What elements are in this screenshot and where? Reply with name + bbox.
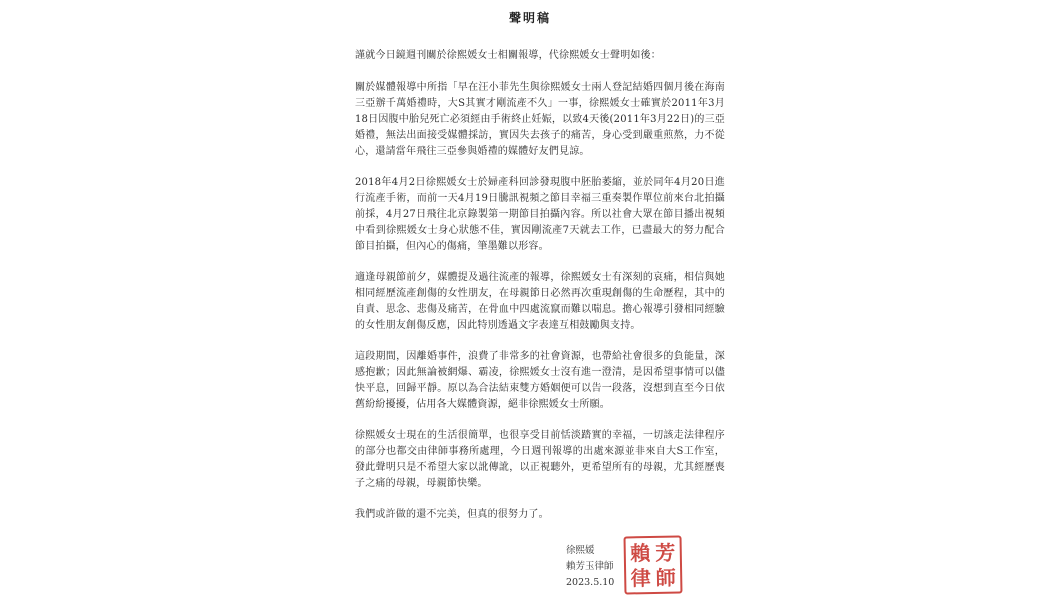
paragraph-divorce: 這段期間，因離婚事件，浪費了非常多的社會資源，也帶給社會很多的負能量，深感抱歉；因此無論被網爆、霸凌，徐熙媛女士沒有進一澄清，是因希望事情可以儘快平息，回歸平靜。原以為合法結束雙方婚姻便可以告一段落，沒想到直至今日依舊紛紛擾擾，佔用各大媒體資源，絕非徐熙媛女士所願。 bbox=[355, 351, 725, 410]
signature-lawyer: 賴芳玉律師 bbox=[566, 561, 614, 572]
paragraph-intro: 謹就今日鏡週刊關於徐熙媛女士相關報導，代徐熙媛女士聲明如後： bbox=[355, 50, 661, 61]
paragraph-closing: 我們或許做的還不完美，但真的很努力了。 bbox=[355, 509, 549, 520]
document-title: 聲明稿 bbox=[508, 11, 551, 25]
paragraph-mothers-day: 適逢母親節前夕，媒體提及過往流產的報導，徐熙媛女士有深刻的哀痛，相信與她相同經歷流產創傷的女性朋友，在母親節日必然再次重現創傷的生命歷程，其中的自責、思念、悲傷及痛苦，在骨血中四處流竄而難以喘息。擔心報導引發相同經驗的女性朋友創傷反應，因此特別透過文字表達互相鼓勵與支持。 bbox=[355, 272, 725, 331]
paragraph-2018: 2018年4月2日徐熙媛女士於婦產科回診發現腹中胚胎萎縮，並於同年4月20日進行流產手術，而前一天4月19日騰訊視頻之節目幸福三重奏製作單位前來台北拍攝前採，4月27日飛往北京錄製第一期節目拍攝內容。所以社會大眾在節目播出視頻中看到徐熙媛女士身心狀態不佳，實因剛流產7天就去工作，已盡最大的努力配合節目拍攝，但內心的傷痛，筆墨難以形容。 bbox=[355, 177, 725, 252]
signature-date: 2023.5.10 bbox=[566, 577, 615, 588]
seal-char: 賴 bbox=[630, 540, 651, 565]
paragraph-wedding: 關於媒體報導中所指「早在汪小菲先生與徐熙媛女士兩人登記結婚四個月後在海南三亞辦千萬婚禮時，大S其實才剛流產不久」一事，徐熙媛女士確實於2011年3月18日因腹中胎兒死亡必須經由手術終止妊娠，以致4天後(2011年3月22日)的三亞婚禮，無法出面接受媒體採訪，實因失去孩子的痛苦，身心受到嚴重煎熬，力不從心，還請當年飛往三亞參與婚禮的媒體好友們見諒。 bbox=[355, 82, 725, 157]
paragraph-current-life: 徐熙媛女士現在的生活很簡單，也很享受目前恬淡踏實的幸福，一切該走法律程序的部分也都交由律師事務所處理，今日週刊報導的出處來源並非來自大S工作室，發此聲明只是不希望大家以訛傳訛，以正視聽外，更希望所有的母親，尤其經歷喪子之痛的母親，母親節快樂。 bbox=[355, 430, 725, 489]
seal-char: 師 bbox=[655, 565, 676, 590]
signature-name: 徐熙媛 bbox=[566, 545, 595, 556]
statement-body bbox=[355, 48, 725, 538]
seal-char: 芳 bbox=[655, 540, 676, 565]
signature-block bbox=[566, 543, 614, 591]
lawyer-seal-stamp bbox=[623, 535, 682, 594]
seal-char: 律 bbox=[630, 565, 651, 590]
